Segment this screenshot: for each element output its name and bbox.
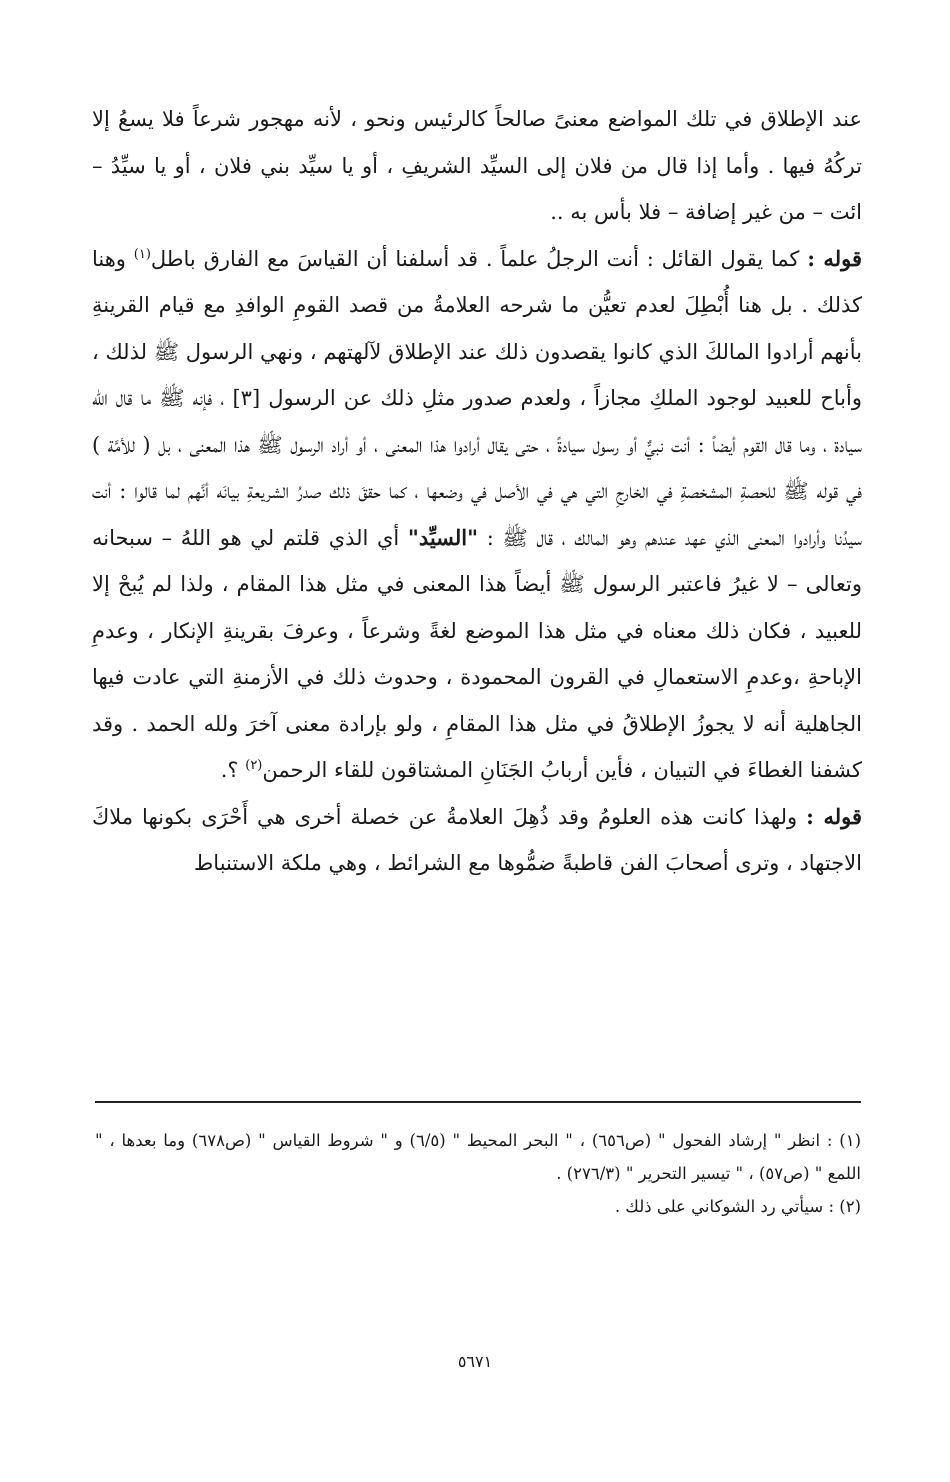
paragraph-2 bbox=[92, 236, 862, 794]
main-text bbox=[92, 96, 862, 887]
paragraph-2-text-b: وهنا كذلك . بل هنا أُبْطِلَ لعدم تعيُّن ما شرحه العلامةُ من قصد القومِ الوافدِ مع قيام القرينةِ بأنهم أرادوا المالكَ الذي كانوا يقصدون ذلك عند الإطلاق لآلهتهم ، ونهي الرسول ﷺ لذلك ، وأباح للعبيد لوجود الملكِ مجازاً ، ولعدم صدور مثلِ ذلك عن الرسول bbox=[92, 246, 862, 410]
paragraph-2-text-c: ، فإنه ﷺ ما قال الله سيادة ، وما قال القوم أيضاً : أنت نبيٌّ أو رسول سيادةً ، حتى يقال أرادوا هذا المعنى ، أو أراد الرسول ﷺ هذا المعنى ، بل ( للأمَّة ) في قوله ﷺ للحصةِ المشخصةِ في الخارجِ التي هي في الأصل في وضعها ، كما حققَ ذلك صدرُ الشريعةِ بيانَه أنَّهم لما قالوا : أنت سيدُنا وأرادوا المعنى الذي عهد عندهم وهو المالك ، قال ﷺ : bbox=[92, 386, 862, 550]
paragraph-2-text-e: ؟. bbox=[220, 758, 239, 782]
quoted-term: "السيِّد" bbox=[407, 524, 479, 550]
paragraph-1 bbox=[92, 96, 862, 236]
keyword-qawluhu-2: قوله : bbox=[806, 803, 862, 829]
footnote-2: (٢) : سيأتي رد الشوكاني على ذلك . bbox=[614, 1197, 861, 1216]
paragraph-2-text-d: أي الذي قلتم لي هو اللهُ – سبحانه وتعالى – لا غيرُ فاعتبر الرسول ﷺ أيضاً هذا المعنى في مثل هذا المقام ، ولذا لم يُبحْ إلا للعبيد ، فكان ذلك معناه في مثل هذا الموضع لغةً وشرعاً ، وعرفَ بقرينةِ الإنكار ، وعدمِ الإباحةِ ،وعدمِ الاستعمالِ في القرون المحمودة ، وحدوث ذلك في الأزمنةِ التي عادت فيها الجاهلية أنه لا يجوزُ الإطلاقُ في مثل هذا المقامِ ، ولو بإرادة معنى آخرَ ولله الحمد . وقد كشفنا الغطاءَ في التبيان ، فأين أربابُ الجَنَانِ المشتاقون للقاء الرحمن bbox=[92, 525, 862, 782]
footnote-ref-2[interactable]: (٢) bbox=[245, 758, 263, 773]
paragraph-1-text: عند الإطلاق في تلك المواضع معنىً صالحاً كالرئيس ونحو ، لأنه مهجور شرعاً فلا يسعُ إلا تركُهُ فيها . وأما إذا قال من فلان إلى السيِّد الشريفِ ، أو يا سيِّد بني فلان ، أو يا سيِّدُ – ائت – من غير إضافة – فلا بأس به .. bbox=[92, 107, 862, 224]
paragraph-3-text: ولهذا كانت هذه العلومُ وقد ذُهِلَ العلامةُ عن خصلة أخرى هي أَحْرَى بكونها ملاكَ الاجتهاد ، وترى أصحابَ الفن قاطبةً ضمُّوها مع الشرائط ، وهي ملكة الاستنباط bbox=[92, 804, 862, 875]
paragraph-2-text-a: كما يقول القائل : أنت الرجلُ علماً . قد أسلفنا أن القياسَ مع الفارق باطل bbox=[150, 246, 800, 271]
footnote-ref-1[interactable]: (١) bbox=[133, 246, 151, 262]
page-number: ٥٦٧١ bbox=[457, 1352, 493, 1371]
footnotes bbox=[95, 1124, 861, 1223]
footnote-1: (١) : انظر " إرشاد الفحول " (ص٦٥٦) ، " البحر المحيط " (٦/٥) و " شروط القياس " (ص٦٧٨) وما بعدها ، " اللمع " (ص٥٧) ، " تيسير التحرير " (٢٧٦/٣) . bbox=[95, 1131, 862, 1183]
marginal-page-marker: [٣] bbox=[232, 386, 261, 410]
keyword-qawluhu: قوله : bbox=[807, 245, 862, 271]
footnote-divider bbox=[95, 1101, 861, 1103]
paragraph-3 bbox=[92, 794, 862, 887]
